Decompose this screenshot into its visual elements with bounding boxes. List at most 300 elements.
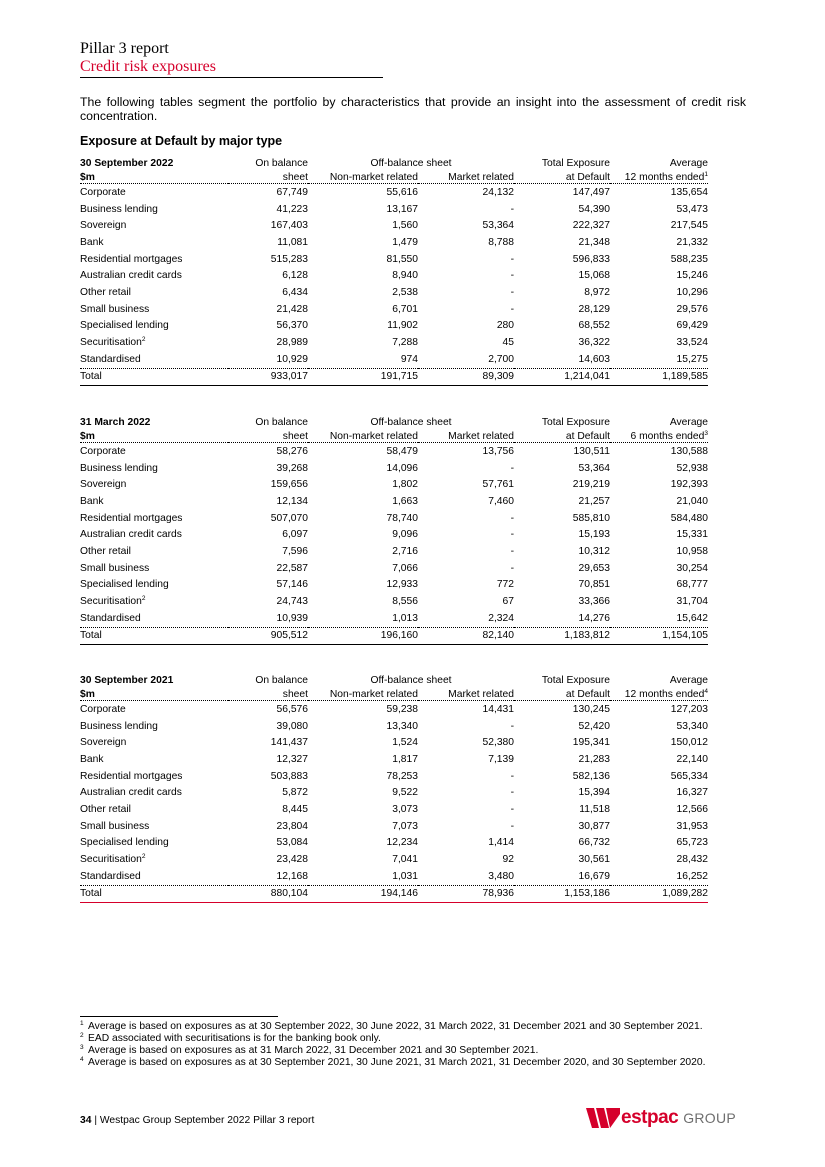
cell-text: 3,480 (488, 870, 514, 882)
cell-value (418, 493, 514, 510)
row-label (80, 593, 228, 610)
cell-value (308, 460, 418, 477)
cell-value (228, 768, 308, 785)
cell-value (514, 460, 610, 477)
cell-text: 2,538 (392, 286, 418, 298)
cell-value (308, 334, 418, 351)
total-value: 905,512 (228, 627, 308, 645)
table-row (80, 351, 708, 368)
cell-value (514, 234, 610, 251)
row-label (80, 510, 228, 527)
row-label (80, 768, 228, 785)
total-value: 1,089,282 (610, 885, 708, 903)
cell-value (610, 593, 708, 610)
cell-text: 13,340 (386, 720, 418, 732)
cell-text: 69,429 (676, 320, 708, 332)
footnote-divider (80, 1016, 278, 1017)
cell-value (514, 526, 610, 543)
table-row (80, 593, 708, 610)
cell-value (514, 835, 610, 852)
cell-value (514, 560, 610, 577)
cell-value (228, 526, 308, 543)
row-label-text: Residential mortgages (80, 770, 183, 782)
cell-text: 30,561 (578, 854, 610, 866)
total-row (80, 885, 708, 903)
cell-text: 222,327 (572, 220, 610, 232)
row-label-text: Sovereign (80, 220, 127, 232)
cell-value (418, 476, 514, 493)
cell-value (610, 510, 708, 527)
cell-value (610, 751, 708, 768)
cell-text: 167,403 (270, 220, 308, 232)
cell-text: 31,953 (676, 820, 708, 832)
cell-value (308, 784, 418, 801)
table-row (80, 284, 708, 301)
cell-text: 8,940 (392, 270, 418, 282)
cell-text: 1,560 (392, 220, 418, 232)
row-label-text: Other retail (80, 545, 131, 557)
footnote (80, 1033, 746, 1045)
cell-text: 9,522 (392, 787, 418, 799)
cell-text: 15,193 (578, 529, 610, 541)
cell-value (514, 476, 610, 493)
row-label-text: Standardised (80, 353, 141, 365)
cell-value (308, 267, 418, 284)
cell-text: 16,327 (676, 787, 708, 799)
table-row (80, 318, 708, 335)
cell-text: 596,833 (572, 253, 610, 265)
cell-value (514, 351, 610, 368)
footnote-mark: 1 (80, 1020, 84, 1027)
cell-value (610, 577, 708, 594)
col-header-on-balance: On balance (255, 417, 308, 428)
cell-value (228, 510, 308, 527)
col-header-average: Average (669, 417, 708, 428)
cell-text: 14,096 (386, 462, 418, 474)
cell-value (418, 284, 514, 301)
table-row (80, 818, 708, 835)
total-label: Total (80, 627, 228, 645)
cell-text: 59,238 (386, 703, 418, 715)
table-row (80, 460, 708, 477)
cell-value (308, 251, 418, 268)
cell-value (514, 284, 610, 301)
row-label-text: Business lending (80, 203, 158, 215)
cell-value (228, 577, 308, 594)
cell-value (418, 526, 514, 543)
cell-text: 280 (496, 320, 514, 332)
col-header-non-market: Non-market related (308, 686, 418, 701)
col-header-non-market: Non-market related (308, 169, 418, 184)
cell-text: 78,740 (386, 512, 418, 524)
cell-text: 585,810 (572, 512, 610, 524)
cell-text: 6,128 (282, 270, 308, 282)
cell-value (308, 301, 418, 318)
row-label-text: Other retail (80, 803, 131, 815)
cell-value (228, 543, 308, 560)
cell-value (308, 868, 418, 885)
row-label-text: Residential mortgages (80, 253, 183, 265)
header-row (80, 428, 708, 443)
cell-text: 66,732 (578, 837, 610, 849)
table-row (80, 851, 708, 868)
cell-text: 7,139 (488, 753, 514, 765)
row-label-text: Other retail (80, 286, 131, 298)
cell-value (308, 217, 418, 234)
cell-text: 12,134 (276, 495, 308, 507)
footnote (80, 1057, 746, 1069)
col-header-on-balance: On balance (255, 675, 308, 686)
cell-value (610, 526, 708, 543)
cell-value (610, 301, 708, 318)
cell-text: 21,348 (578, 236, 610, 248)
cell-text: 70,851 (578, 579, 610, 591)
footnote (80, 1045, 746, 1057)
cell-text: 147,497 (572, 186, 610, 198)
cell-text: 8,788 (488, 236, 514, 248)
table-row (80, 718, 708, 735)
row-label (80, 201, 228, 218)
table-period: 31 March 2022 (80, 417, 151, 428)
cell-text: 15,246 (676, 270, 708, 282)
cell-text: 33,524 (676, 337, 708, 349)
row-label (80, 610, 228, 627)
row-label (80, 284, 228, 301)
row-label-text: Securitisation (80, 337, 142, 349)
col-header-unit: $m (80, 169, 228, 184)
cell-value (610, 217, 708, 234)
cell-text: 8,972 (584, 286, 610, 298)
row-label-text: Bank (80, 495, 104, 507)
footnote-text: Average is based on exposures as at 30 September 2022, 30 June 2022, 31 March 2022, 31 December 2021 and 30 September 2021. (88, 1021, 703, 1032)
row-label-text: Small business (80, 303, 150, 315)
cell-text: 3,073 (392, 803, 418, 815)
cell-value (418, 835, 514, 852)
footnote-text: Average is based on exposures as at 31 March 2022, 31 December 2021 and 30 September 2021. (88, 1045, 539, 1056)
table-row (80, 768, 708, 785)
cell-text: 1,013 (392, 612, 418, 624)
total-value: 1,214,041 (514, 368, 610, 386)
cell-value (514, 251, 610, 268)
row-label-text: Standardised (80, 870, 141, 882)
cell-text: 135,654 (670, 186, 708, 198)
cell-text: 92 (502, 854, 514, 866)
cell-value (514, 768, 610, 785)
col-header-total-exposure-sub: at Default (514, 169, 610, 184)
cell-value (228, 701, 308, 718)
cell-value (514, 267, 610, 284)
cell-value (514, 851, 610, 868)
col-header-market: Market related (418, 428, 514, 443)
col-header-non-market: Non-market related (308, 428, 418, 443)
cell-text: 28,129 (578, 303, 610, 315)
table-row (80, 184, 708, 201)
table-row (80, 701, 708, 718)
cell-text: 13,167 (386, 203, 418, 215)
cell-text: 195,341 (572, 737, 610, 749)
cell-value (308, 801, 418, 818)
cell-value (228, 593, 308, 610)
cell-text: 56,576 (276, 703, 308, 715)
table-row (80, 443, 708, 460)
row-label-text: Small business (80, 562, 150, 574)
footnote-ref: 2 (141, 595, 146, 603)
footnote-mark: 3 (80, 1044, 84, 1051)
cell-text: 12,234 (386, 837, 418, 849)
cell-value (514, 868, 610, 885)
cell-text: 159,656 (270, 479, 308, 491)
cell-value (610, 493, 708, 510)
cell-text: 16,679 (578, 870, 610, 882)
cell-value (514, 818, 610, 835)
row-label (80, 476, 228, 493)
cell-text: 53,473 (676, 203, 708, 215)
cell-value (610, 251, 708, 268)
cell-text: - (510, 562, 514, 574)
row-label-text: Small business (80, 820, 150, 832)
cell-value (418, 610, 514, 627)
cell-value (308, 510, 418, 527)
cell-value (418, 334, 514, 351)
table-row (80, 868, 708, 885)
row-label (80, 560, 228, 577)
row-label (80, 251, 228, 268)
row-label-text: Securitisation (80, 854, 142, 866)
cell-value (308, 443, 418, 460)
cell-text: - (510, 803, 514, 815)
row-label (80, 526, 228, 543)
cell-value (308, 751, 418, 768)
col-header-total-exposure: Total Exposure (541, 417, 610, 428)
cell-text: 6,097 (282, 529, 308, 541)
table-row (80, 301, 708, 318)
row-label-text: Business lending (80, 462, 158, 474)
row-label-text: Bank (80, 753, 104, 765)
col-header-on-balance-sub: sheet (228, 428, 308, 443)
cell-value (418, 593, 514, 610)
cell-value (610, 267, 708, 284)
cell-text: 15,642 (676, 612, 708, 624)
row-label-text: Australian credit cards (80, 529, 182, 541)
row-label (80, 217, 228, 234)
cell-value (308, 493, 418, 510)
row-label-text: Specialised lending (80, 320, 169, 332)
cell-text: - (510, 529, 514, 541)
cell-value (610, 818, 708, 835)
cell-text: 39,080 (276, 720, 308, 732)
cell-value (308, 734, 418, 751)
cell-value (308, 851, 418, 868)
cell-value (514, 493, 610, 510)
cell-text: 21,257 (578, 495, 610, 507)
row-label-text: Standardised (80, 612, 141, 624)
total-value: 196,160 (308, 627, 418, 645)
row-label (80, 734, 228, 751)
cell-text: 81,550 (386, 253, 418, 265)
total-value: 1,154,105 (610, 627, 708, 645)
cell-value (308, 818, 418, 835)
cell-value (418, 351, 514, 368)
westpac-w-logo-icon (586, 1108, 620, 1128)
cell-text: 130,511 (573, 445, 610, 457)
cell-value (308, 835, 418, 852)
cell-text: 31,704 (676, 596, 708, 608)
cell-text: - (510, 462, 514, 474)
cell-value (228, 476, 308, 493)
cell-text: - (510, 303, 514, 315)
table-row (80, 493, 708, 510)
cell-text: 68,552 (578, 320, 610, 332)
cell-value (418, 217, 514, 234)
cell-value (308, 577, 418, 594)
average-period-label: 12 months ended (624, 172, 705, 183)
cell-value (308, 234, 418, 251)
cell-value (418, 577, 514, 594)
cell-text: 67,749 (276, 186, 308, 198)
cell-text: 21,040 (676, 495, 708, 507)
cell-text: 1,031 (392, 870, 418, 882)
cell-text: 565,334 (670, 770, 708, 782)
cell-text: 141,437 (270, 737, 308, 749)
cell-text: 127,203 (670, 703, 708, 715)
cell-value (514, 334, 610, 351)
cell-text: 57,761 (482, 479, 514, 491)
cell-value (228, 835, 308, 852)
cell-text: 12,168 (276, 870, 308, 882)
footnote-ref: 1 (704, 171, 708, 178)
row-label-text: Securitisation (80, 596, 142, 608)
header-row (80, 155, 708, 169)
table-row (80, 510, 708, 527)
cell-value (308, 560, 418, 577)
cell-text: - (510, 512, 514, 524)
cell-value (228, 284, 308, 301)
cell-text: 11,518 (579, 803, 610, 815)
cell-value (308, 476, 418, 493)
cell-text: 8,445 (282, 803, 308, 815)
cell-value (228, 251, 308, 268)
cell-value (228, 801, 308, 818)
cell-text: 30,254 (676, 562, 708, 574)
header-row (80, 672, 708, 686)
cell-text: 29,576 (676, 303, 708, 315)
row-label (80, 443, 228, 460)
total-value: 194,146 (308, 885, 418, 903)
cell-text: 15,068 (578, 270, 610, 282)
col-header-total-exposure-sub: at Default (514, 428, 610, 443)
cell-value (610, 476, 708, 493)
cell-value (610, 184, 708, 201)
total-value: 82,140 (418, 627, 514, 645)
total-value: 89,309 (418, 368, 514, 386)
cell-text: 55,616 (386, 186, 418, 198)
cell-value (418, 784, 514, 801)
col-header-market: Market related (418, 169, 514, 184)
total-row (80, 368, 708, 386)
cell-value (308, 701, 418, 718)
footnote-ref: 3 (704, 430, 708, 437)
cell-value (308, 284, 418, 301)
row-label (80, 301, 228, 318)
cell-value (514, 718, 610, 735)
cell-value (308, 184, 418, 201)
cell-value (418, 443, 514, 460)
page-footer (80, 1115, 314, 1126)
cell-text: 7,066 (392, 562, 418, 574)
cell-value (308, 593, 418, 610)
row-label-text: Australian credit cards (80, 270, 182, 282)
table-row (80, 217, 708, 234)
row-label (80, 801, 228, 818)
cell-value (228, 318, 308, 335)
cell-value (418, 801, 514, 818)
table-row (80, 751, 708, 768)
col-header-off-balance: Off-balance sheet (370, 675, 452, 686)
cell-value (610, 610, 708, 627)
col-header-on-balance: On balance (255, 158, 308, 169)
cell-text: 7,041 (392, 854, 418, 866)
cell-text: 53,364 (578, 462, 610, 474)
section-title: Exposure at Default by major type (80, 134, 283, 148)
cell-value (610, 351, 708, 368)
table-row (80, 784, 708, 801)
cell-text: 52,420 (578, 720, 610, 732)
cell-text: 1,524 (392, 737, 418, 749)
cell-text: 58,479 (386, 445, 418, 457)
cell-value (610, 334, 708, 351)
row-label-text: Corporate (80, 703, 126, 715)
cell-value (228, 267, 308, 284)
row-label-text: Specialised lending (80, 579, 169, 591)
row-label (80, 493, 228, 510)
cell-value (228, 560, 308, 577)
footnote-text: Average is based on exposures as at 30 September 2021, 30 June 2021, 31 March 2021, 31 December 2020, and 30 September 2020. (88, 1057, 706, 1068)
cell-text: 12,566 (676, 803, 708, 815)
cell-text: 10,296 (676, 286, 708, 298)
row-label (80, 818, 228, 835)
footer-text: | Westpac Group September 2022 Pillar 3 report (91, 1115, 315, 1126)
cell-value (228, 868, 308, 885)
total-label: Total (80, 885, 228, 903)
row-label-text: Business lending (80, 720, 158, 732)
cell-value (514, 734, 610, 751)
cell-value (610, 768, 708, 785)
table-row (80, 251, 708, 268)
cell-text: 16,252 (676, 870, 708, 882)
row-label (80, 851, 228, 868)
average-period-label: 12 months ended (624, 689, 705, 700)
total-value: 1,153,186 (514, 885, 610, 903)
cell-text: 23,428 (276, 854, 308, 866)
cell-text: 22,140 (676, 753, 708, 765)
cell-value (514, 318, 610, 335)
row-label (80, 267, 228, 284)
cell-text: 7,073 (392, 820, 418, 832)
page-number: 34 (80, 1115, 92, 1126)
cell-text: 67 (502, 596, 514, 608)
cell-value (514, 217, 610, 234)
cell-value (514, 184, 610, 201)
cell-value (418, 851, 514, 868)
cell-value (514, 784, 610, 801)
row-label (80, 701, 228, 718)
cell-text: 29,653 (578, 562, 610, 574)
cell-text: 1,663 (392, 495, 418, 507)
footnote-mark: 2 (80, 1032, 84, 1039)
cell-text: 15,331 (676, 529, 708, 541)
row-label-text: Australian credit cards (80, 787, 182, 799)
col-header-average: Average (669, 675, 708, 686)
